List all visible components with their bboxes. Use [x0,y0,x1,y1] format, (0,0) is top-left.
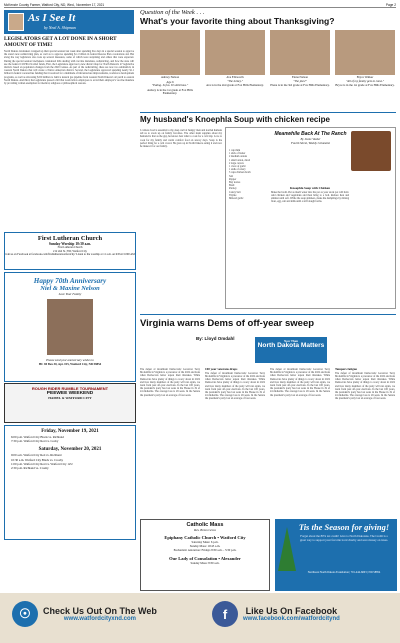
church-service: Sunday Worship 10:30 a.m. [48,242,92,246]
parish-1: Epiphany Catholic Church • Watford City [164,535,246,540]
student-age: Age 6 [166,79,174,84]
ingredient: 2 medium onions [229,155,248,159]
ingredient: 1 stalk of celery [229,168,246,172]
as-i-see-it-byline: by Neal A. Shipman [44,25,76,30]
couple-photo [47,299,93,355]
student-name: Elena Nelson [291,75,309,79]
ingredient: Thyme [229,193,237,197]
virginia-column-2 [205,368,265,518]
question-label: Question of the Week . . . [140,9,205,16]
dumpling-title: Knoephla Soup with Chicken [290,186,330,190]
ingredient: Parsley [229,187,237,191]
student-photo [270,30,330,75]
ingredient: Basil [229,184,235,188]
website-url[interactable]: www.watfordcityxnd.com [63,616,136,622]
column-title: Meanwhile Back At The Ranch [274,131,347,137]
anniversary-names: Niel & Maxine Nelson [40,285,100,292]
knoephla-body: I confess food is essential to my deep well of hungry men and normal humans tell us to stock up on family favorites. The other main supplies about my husband is that as the guy, he knows best what to cook for a cold day. Love to cook for my family and warm comfort food on snowy days. Soup is the perfect thing for a cold crowd. He grew up in North Dakota eating it and now he makes it for our family. [140,129,222,149]
parish-1-line: Saturday Mass: 6 p.m. [191,540,219,544]
rough-rider-title: ROUGH RIDER RUMBLE TOURNAMENT [31,386,109,391]
globe-icon: ☉ [12,601,38,627]
schedule-item: 10:30 a.m. Watford City Black vs. Crosby [11,457,64,462]
facebook-text [243,606,340,622]
section-divider [140,112,396,113]
ingredient: 1 cup milk [229,149,241,152]
virginia-headline: Virginia warns Dems of off-year sweep [140,318,315,329]
anniversary-line1: Happy 70th Anniversary [33,277,107,285]
parish-2-line: Sunday Mass: 8:30 a.m. [190,560,220,565]
season-body: Forget about the 80% tax credit! Give to North Dakotans. The Credit is a great way to support your favorite local charity and save money on taxes. [299,534,389,542]
instructions-text: Make the broth. Put as much water into the pot as your stock pot will hold. Add chicken and vegetables and then bring to a boil. Reduce heat and simmer until soft. While the soup simmers, make the dumplings by mixing flour, egg, salt and milk until a stiff dough forms. [271,190,349,204]
catholic-title: Catholic Mass [186,522,224,528]
section-divider [140,314,396,315]
anniversary-address: HC 69 Box 30, Apt. #15, Watford City, ND 58854 [38,362,102,366]
ingredient: 1 clove of garlic [229,165,246,169]
as-i-see-it-banner [4,10,134,34]
rough-rider-ad [4,383,136,423]
student-quote: "Eating. Is fun. It's delicious." [151,83,189,88]
logo-main: North Dakota Matters [257,342,325,349]
season-title: Tis the Season for giving! [298,522,390,532]
student-name: Ava Ellsworth [226,75,244,79]
ingredient: Minced garlic [229,197,244,201]
page-header [4,2,396,8]
student-school: Ava is in the 2nd grade at Fox Hills Elementary. [206,83,264,88]
recipe-instructions [271,187,349,204]
church-note: Join us on Facebook at facebook.com/firstlutheranwatfordcity/ Listen to the worship at 11 a.m. on KTGO 1090 AM [5,253,135,257]
website-text [43,606,157,622]
church-address1: First Lutheran Church [57,246,83,250]
parish-1-line: Eucharistic Adoration: Fridays 8:30 a.m. - 5:30 p.m. [173,548,237,553]
facebook-icon: f [212,601,238,627]
anniversary-send: Please send your anniversary wishes to [46,358,94,362]
legislators-body: North Dakota lawmakers wrapped up their special session last week after spending five days in a special session to approve the state's new redistricting plan, as well as to approve spending $1.1 billion in federal Rescue Plan coronavirus aid. But along the way legislators also took up several measures, some of which were surprising and others that were expected. During the special session lawmakers considered bills dealing with vaccine mandates, redistricting, and how the state will use the federal COVID-19 relief funds. First, the Legislature approved a new district map for North Dakota's 47 legislative districts based on population changes from the 2020 Census. As part of the redistricting, there are now two subdistricts in western North Dakota that will create a Native American district. Second, the Legislature approved spending nearly $1.1 billion in federal coronavirus funding that it received for a multitude of infrastructure improvements, workforce development programs, as well as allocating $150 million to build a natural gas pipeline from western North Dakota's oil patch to eastern North Dakota. And third, the Legislature passed a bill that would allow employees to avoid their employer's vaccine mandate by providing written exemption for medical, religious or philosophical reasons. [4,50,134,86]
ingredient: 2 large carrots [229,161,244,165]
header-right: Page 2 [385,2,396,7]
answer-card [335,30,395,100]
virginia-body-2: The defeat of incumbent Democratic Governor Terry McAuliffe in Virginia is a precursor of the 2022 elections when Democrats better repeat their mistakes. While Democrats have plenty of things to worry about in 2022 and how many members of the party will run again, we learn from past off-year elections. In the last 100 years, the president's party has lost seats in the House in 19 of 24 midterms. The average loss is 26 seats. In the Senate the president's party lost an average of four seats. [205,371,265,401]
ingredient: Celery Salt [229,190,241,194]
catholic-mass-ad [140,519,270,591]
ingredient: 1 stick of butter [229,152,246,156]
ingredient-list [229,149,267,204]
page-footer [0,593,400,643]
facebook-label: Like Us On Facebook [245,606,338,616]
virginia-body-4: The defeat of incumbent Democratic Governor Terry McAuliffe in Virginia is a precursor of the 2022 elections when Democrats better repeat their mistakes. While Democrats have plenty of things to worry about in 2022 and how many members of the party will run again, we learn from past off-year elections. In the last 100 years, the president's party has lost seats in the House in 19 of 24 midterms. The average loss is 26 seats. In the Senate the president's party lost an average of four seats. [335,371,395,401]
student-photo [205,30,265,75]
church-name: First Lutheran Church [37,235,103,242]
answer-card [270,30,330,100]
season-giving-ad [275,519,397,591]
student-name: Bryce Walker [356,75,374,79]
schedule-item: 1:00 p.m. Watford City Red vs. Watford City 12U [11,461,73,466]
ingredient: Salt [229,174,234,178]
columnist-photo [8,13,24,31]
facebook-url[interactable]: www.facebook.com/watfordcitynd [243,616,340,622]
website-label: Check Us Out On The Web [43,606,157,616]
tournament-schedule [4,425,136,540]
peewee-weekend: PEEWEE WEEKEND [46,391,94,396]
student-quote: "The pies!" [293,78,307,83]
catholic-celebrant: Rev. Brian Gross [194,528,216,532]
soup-photo [351,131,391,171]
schedule-day: Saturday, November 20, 2021 [38,447,102,453]
website-promo[interactable] [12,601,157,627]
parish-1-line: Sunday Mass: 10:45 a.m. [189,544,221,549]
header-left: McKenzie County Farmer, Watford City, ND, Wed., November 17, 2021 [4,2,105,7]
schedule-day: Friday, November 19, 2021 [41,429,99,434]
student-quote: "The turkey." [227,78,243,83]
student-photo [335,30,395,75]
virginia-subhead-2: Tempers fatigue [335,368,357,371]
ingredient: 3 cups chicken broth [229,171,251,175]
ingredient: 1 small onion, diced [229,158,251,162]
as-i-see-it-title: As I See It [28,12,76,24]
north-dakota-matters-logo [255,337,327,363]
church-ad [4,232,136,270]
schedule-item: 9:00 a.m. Watford City Red vs. Richland [11,453,62,458]
schedule-item: 6:00 p.m. Watford City Black vs. Richland [11,435,64,439]
ingredient: Bay leaves [229,181,241,185]
student-school: Elena is in the 3rd grade at Fox Hills Elementary. [270,83,330,88]
parish-2: Our Lady of Consolation • Alexander [169,555,241,561]
student-photo [140,30,200,75]
virginia-column-4 [335,368,395,518]
logo-top: Now Then [283,339,299,343]
answer-card [205,30,265,100]
student-name: Aubrey Nelson [160,75,180,79]
question-title: What's your favorite thing about Thanksgiving? [140,16,335,26]
anniversary-family: Love Your Family [58,292,82,296]
virginia-subhead: 100 year veterans drops [205,368,238,371]
legislators-headline: LEGISLATORS GET A LOT DONE IN A SHORT AMOUNT OF TIME! [4,36,117,48]
student-quote: "All of my family gets to come." [345,78,385,83]
column-meta: Fourth Street, Weekly Columnist [291,141,330,145]
virginia-body-3: The defeat of incumbent Democratic Governor Terry McAuliffe in Virginia is a precursor of the 2022 elections when Democrats better repeat their mistakes. While Democrats have plenty of things to worry about in 2022 and how many members of the party will run again, we learn from past off-year elections. In the last 100 years, the president's party has lost seats in the House in 19 of 24 midterms. The average loss is 26 seats. In the Senate the president's party lost an average of four seats. [270,368,330,397]
anniversary-ad [4,272,136,382]
student-school: Bryce is in the 1st grade at Fox Hills Elementary. [335,83,395,88]
recipe-box [225,127,396,309]
student-school: Aubrey is in the 1st grade at Fox Hills Elementary. [147,87,193,96]
schedule-item: 7:30 p.m. Watford City Red vs. Cosby [11,439,59,444]
facebook-promo[interactable] [212,601,340,627]
ingredient: Pepper [229,177,237,181]
knoephla-headline: My husband's Knoephla Soup with chicken recipe [140,115,330,124]
rough-rider-teams: HAMEL & WATFORD CITY [48,396,92,400]
schedule-item: 2:30 p.m. Richland vs. Crosby [11,466,49,471]
answer-card [140,30,200,100]
column-author: By Jessie Veeder [300,137,321,141]
virginia-byline: By: Lloyd Omdahl [196,336,235,341]
season-footer: Northwest North Dakota Foundation | 701-444-6003 | ND 58854 [307,571,381,574]
christmas-tree-icon [278,527,296,571]
church-address2: 212 2nd St. NW, Watford City [53,249,87,253]
virginia-body: The defeat of incumbent Democratic Governor Terry McAuliffe in Virginia is a precursor of the 2022 elections when Democrats better repeat their mistakes. While Democrats have plenty of things to worry about in 2022 and how many members of the party will run again, we learn from past off-year elections. In the last 100 years, the president's party has lost seats in the House in 19 of 24 midterms. The average loss is 26 seats. In the Senate the president's party lost an average of four seats. [140,368,200,397]
